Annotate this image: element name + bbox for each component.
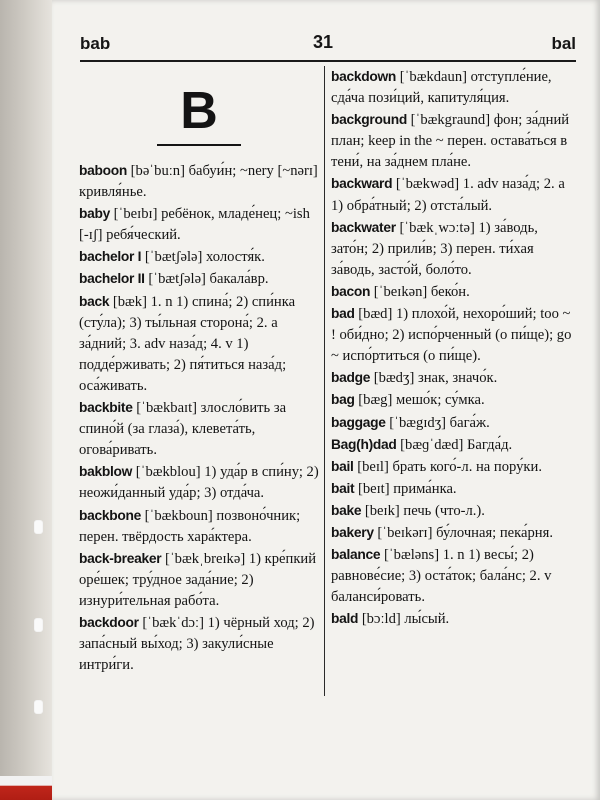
entry-headword: backward <box>331 176 393 192</box>
cover-edge <box>0 776 52 800</box>
entry-definition: [ˈbætʃələ] холостя́к. <box>141 249 265 266</box>
entry-definition: [ˈbækgraund] фон; за́дний план; keep in the ~ перен. остава́ться в тени́, на за́днем пла́не. <box>331 112 570 171</box>
dictionary-entry <box>79 505 319 548</box>
entry-headword: backwater <box>331 219 396 235</box>
dictionary-entry <box>331 500 578 522</box>
entry-headword: balance <box>331 547 381 563</box>
entry-definition: [bəˈbuːn] бабуи́н; ~nery [~nərɪ] кривля́нье. <box>79 163 318 201</box>
dictionary-entry <box>331 66 578 109</box>
entry-headword: backdoor <box>79 614 139 630</box>
dictionary-entry <box>331 434 578 456</box>
dictionary-entry <box>331 478 578 500</box>
dictionary-entry <box>331 522 578 544</box>
entry-definition: [ˈbækdaun] отступле́ние, сда́ча пози́ций, капитуля́ция. <box>331 69 552 107</box>
entry-definition: [bæk] 1. n 1) спина́; 2) спи́нка (сту́ла); 3) ты́льная сторона́; 2. a за́дний; 3. adv наза́д; 4. v 1) подде́рживать; 2) пя́титься наза́д; оса́живать. <box>79 293 296 394</box>
entry-headword: bad <box>331 306 355 322</box>
column-divider <box>324 66 325 696</box>
entry-definition: [ˈbækˈdɔː] 1) чёрный ход; 2) запа́сный вы́ход; 3) закули́сные интри́ги. <box>79 614 315 674</box>
entry-definition: [ˈbækboun] позвоно́чник; перен. твёрдость хара́ктера. <box>79 507 301 545</box>
dictionary-entry <box>79 268 319 290</box>
entry-headword: baggage <box>331 414 386 430</box>
entry-headword: back-breaker <box>79 550 162 566</box>
entry-definition: [ˈbæləns] 1. n 1) весы́; 2) равнове́сие; 3) оста́ток; бала́нс; 2. v баланси́ровать. <box>331 547 552 606</box>
entry-headword: bag <box>331 392 355 408</box>
dictionary-entry <box>331 281 578 303</box>
entry-headword: bakery <box>331 524 374 540</box>
entry-headword: background <box>331 112 407 128</box>
entry-headword: backbite <box>79 400 133 416</box>
dictionary-entry <box>79 203 319 246</box>
dictionary-entry <box>79 246 319 268</box>
dictionary-entry <box>79 461 319 504</box>
dictionary-entry <box>331 412 578 434</box>
entry-headword: baby <box>79 206 111 222</box>
dictionary-entry <box>331 608 578 630</box>
dictionary-entry <box>331 456 578 478</box>
dictionary-entry <box>79 291 319 397</box>
entry-definition: [ˈbækwəd] 1. adv наза́д; 2. a 1) обра́тный; 2) отста́лый. <box>331 176 565 214</box>
dictionary-entry <box>331 544 578 608</box>
dictionary-entry <box>79 160 319 203</box>
entry-definition: [bæɡˈdæd] Багда́д. <box>396 436 513 453</box>
entry-definition: [beɪt] прима́нка. <box>354 480 457 497</box>
entry-headword: backdown <box>331 69 397 84</box>
entry-definition: [bæg] мешо́к; су́мка. <box>354 392 485 409</box>
dictionary-entry <box>331 389 578 411</box>
entry-headword: backbone <box>79 507 142 523</box>
dictionary-entry <box>331 303 578 367</box>
entry-headword: badge <box>331 370 371 386</box>
dictionary-entry <box>331 217 578 281</box>
dictionary-entry <box>79 397 319 461</box>
entry-definition: [ˈbækbaɪt] злосло́вить за спино́й (за глаза́), клевета́ть, огова́ривать. <box>79 400 287 459</box>
header-rule <box>80 60 576 62</box>
entry-definition: [ˈbeɪkərɪ] бу́лочная; пека́рня. <box>373 524 553 541</box>
entry-headword: bacon <box>331 283 371 299</box>
entry-headword: bakblow <box>79 464 133 480</box>
entry-headword: bail <box>331 458 354 474</box>
guide-word-left: bab <box>80 34 111 53</box>
entry-headword: bait <box>331 480 355 496</box>
entry-definition: [ˈbeɪkən] беко́н. <box>370 283 470 300</box>
running-head <box>80 34 576 56</box>
entry-headword: bachelor I <box>79 249 142 265</box>
guide-word-right: bal <box>551 34 576 53</box>
dictionary-page <box>52 0 600 800</box>
binding-thread <box>34 520 43 534</box>
entry-headword: Bag(h)dad <box>331 436 397 452</box>
entry-list-left <box>79 160 319 676</box>
entry-headword: baboon <box>79 163 128 178</box>
entry-headword: bachelor II <box>79 271 145 287</box>
entry-definition: [bæd] 1) плохо́й, нехоро́ший; too ~ ! оби́дно; 2) испо́рченный (о пи́ще); go ~ испо́ртиться (о пи́ще). <box>331 306 572 365</box>
entry-definition: [ˈbækˌwɔːtə] 1) за́водь, зато́н; 2) прили́в; 3) перен. ти́хая за́водь, засто́й, боло́то. <box>331 219 538 278</box>
entry-definition: [ˈbeɪbɪ] ребёнок, младе́нец; ~ish [-ɪʃ] ребя́ческий. <box>79 206 310 244</box>
dictionary-entry <box>79 548 319 612</box>
entry-list-right <box>331 66 578 630</box>
entry-definition: [beɪl] брать кого́-л. на пору́ки. <box>353 458 542 475</box>
entry-headword: back <box>79 293 110 309</box>
binding-thread <box>34 618 43 632</box>
entry-definition: [beɪk] печь (что-л.). <box>361 502 485 519</box>
entry-definition: [ˈbægɪdʒ] бага́ж. <box>385 414 490 431</box>
dictionary-entry <box>331 173 578 216</box>
dictionary-entry <box>331 109 578 173</box>
entry-headword: bake <box>331 502 362 518</box>
section-letter: B <box>180 82 218 140</box>
binding-thread <box>34 700 43 714</box>
entry-definition: [bædʒ] знак, значо́к. <box>370 370 498 387</box>
page-number: 31 <box>313 32 334 52</box>
section-letter-rule <box>157 144 241 146</box>
entry-headword: bald <box>331 611 359 627</box>
entry-definition: [ˈbækˌbreɪkə] 1) кре́пкий оре́шек; тру́дное зада́ние; 2) изнури́тельная рабо́та. <box>79 550 317 609</box>
adjacent-page-edge <box>0 0 58 800</box>
dictionary-entry <box>79 612 319 676</box>
entry-definition: [ˈbætʃələ] бакала́вр. <box>144 271 269 288</box>
right-column <box>331 66 578 630</box>
entry-definition: [ˈbækblou] 1) уда́р в спи́ну; 2) неожи́данный уда́р; 3) отда́ча. <box>79 464 319 502</box>
left-column <box>79 66 319 676</box>
entry-definition: [bɔːld] лы́сый. <box>358 611 450 628</box>
dictionary-entry <box>331 367 578 389</box>
